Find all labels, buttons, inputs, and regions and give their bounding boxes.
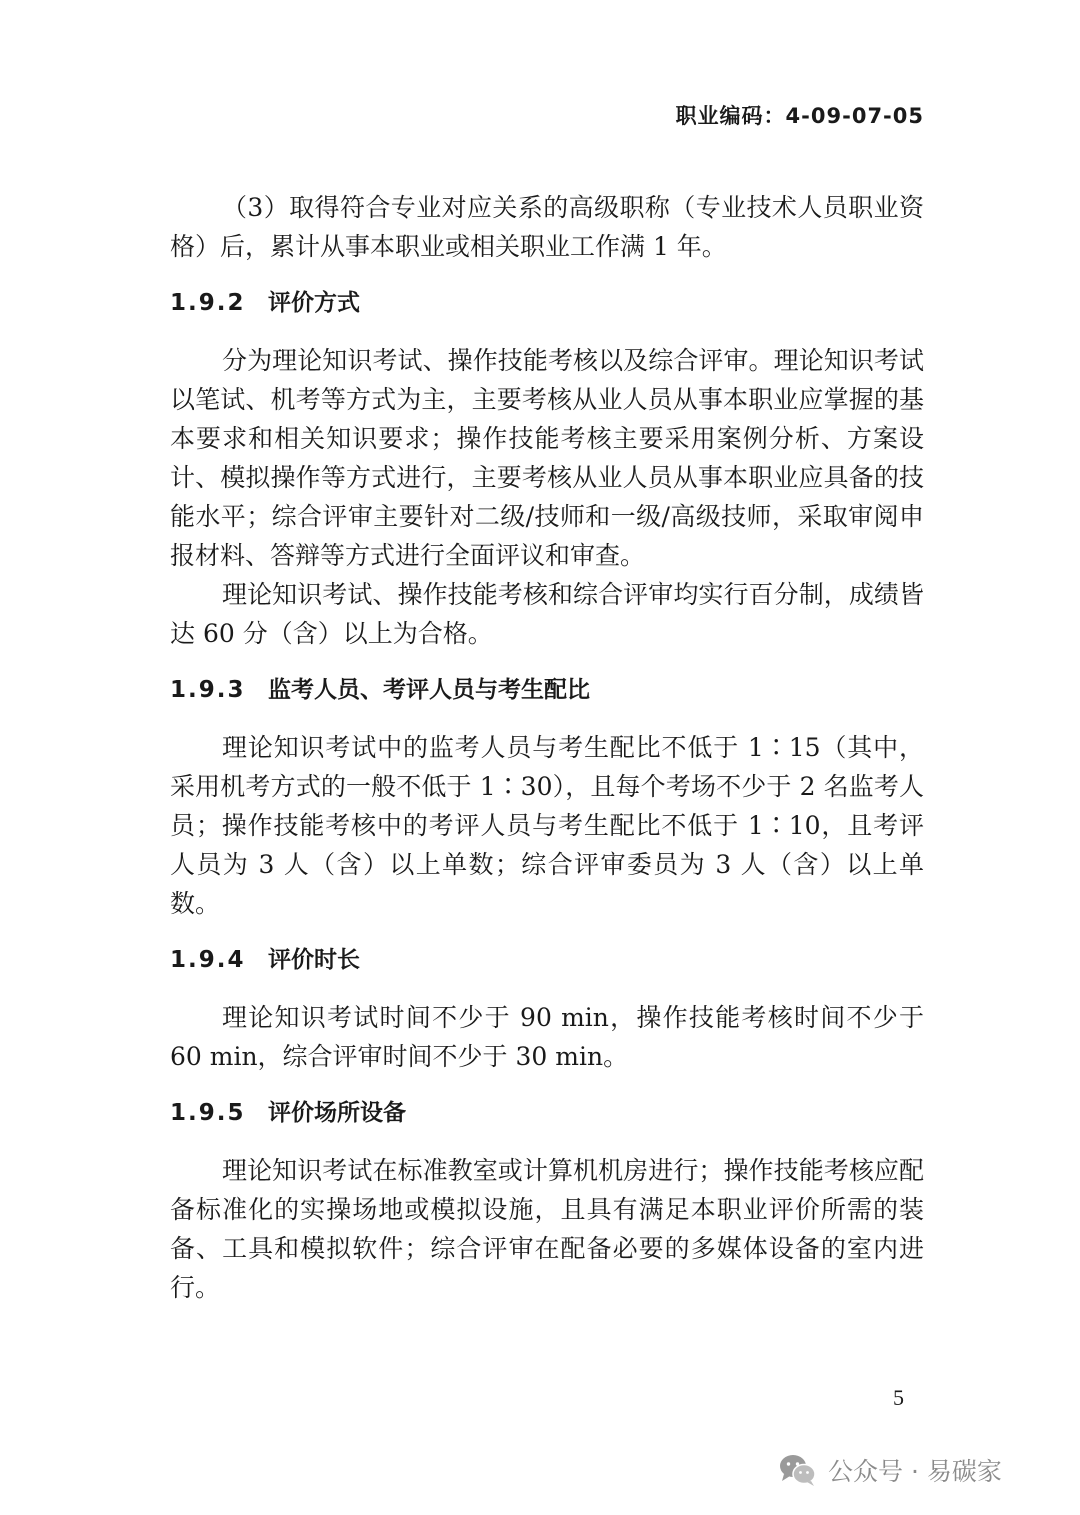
- occupation-code: 职业编码：4-09-07-05: [675, 104, 924, 128]
- paragraph-intro: （3）取得符合专业对应关系的高级职称（专业技术人员职业资格）后，累计从事本职业或相关职业工作满 1 年。: [170, 193, 924, 261]
- wechat-icon: [778, 1453, 818, 1487]
- section-heading-1-9-3: [170, 671, 924, 710]
- section-number: 1.9.4: [170, 947, 246, 973]
- section-title: 评价时长: [268, 947, 360, 973]
- section-title: 评价场所设备: [268, 1100, 406, 1126]
- paragraph-scoring: 理论知识考试、操作技能考核和综合评审均实行百分制，成绩皆达 60 分（含）以上为合格。: [170, 580, 924, 648]
- section-number: 1.9.2: [170, 290, 246, 316]
- section-number: 1.9.5: [170, 1100, 246, 1126]
- section-heading-1-9-2: [170, 284, 924, 323]
- paragraph-venue-equipment: 理论知识考试在标准教室或计算机机房进行；操作技能考核应配备标准化的实操场地或模拟设施，且具有满足本职业评价所需的装备、工具和模拟软件；综合评审在配备必要的多媒体设备的室内进行。: [170, 1156, 924, 1302]
- watermark-text: 公众号 · 易碳家: [828, 1457, 1002, 1486]
- paragraph-staff-ratio: 理论知识考试中的监考人员与考生配比不低于 1∶15（其中，采用机考方式的一般不低于 1∶30），且每个考场不少于 2 名监考人员；操作技能考核中的考评人员与考生配比不低于 1∶10，且考评人员为 3 人（含）以上单数；综合评审委员为 3 人（含）以上单数。: [170, 733, 924, 918]
- paragraph-duration: 理论知识考试时间不少于 90 min，操作技能考核时间不少于 60 min，综合评审时间不少于 30 min。: [170, 1003, 924, 1071]
- section-title: 评价方式: [268, 290, 360, 316]
- section-heading-1-9-4: [170, 941, 924, 980]
- watermark: [778, 1452, 1002, 1488]
- document-body: [170, 188, 924, 1307]
- section-title: 监考人员、考评人员与考生配比: [268, 677, 590, 703]
- page-number: 5: [893, 1385, 904, 1410]
- section-heading-1-9-5: [170, 1094, 924, 1133]
- paragraph-evaluation-methods: 分为理论知识考试、操作技能考核以及综合评审。理论知识考试以笔试、机考等方式为主，主要考核从业人员从事本职业应掌握的基本要求和相关知识要求；操作技能考核主要采用案例分析、方案设计、模拟操作等方式进行，主要考核从业人员从事本职业应具备的技能水平；综合评审主要针对二级/技师和一级/高级技师，采取审阅申报材料、答辩等方式进行全面评议和审查。: [170, 346, 924, 570]
- section-number: 1.9.3: [170, 677, 246, 703]
